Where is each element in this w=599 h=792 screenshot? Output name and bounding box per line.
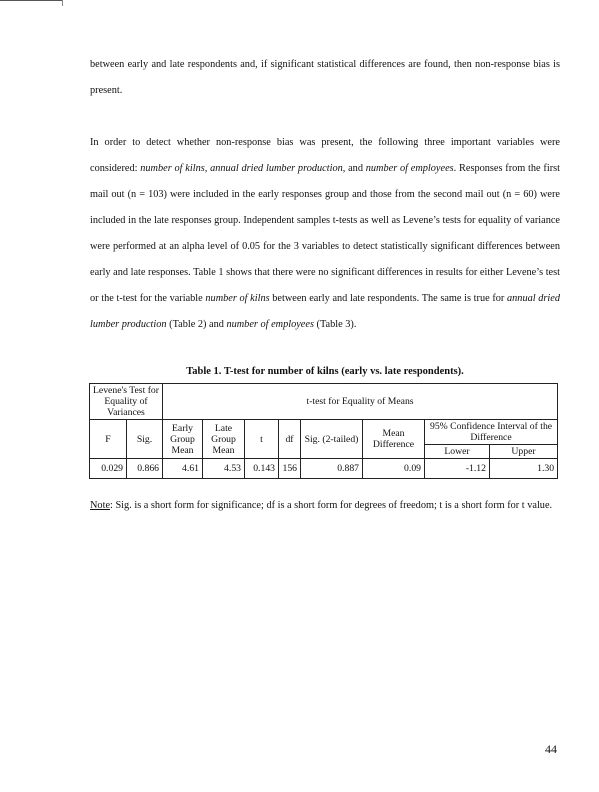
col-header-upper: Upper xyxy=(490,445,558,459)
col-header-sig: Sig. xyxy=(127,420,163,459)
col-header-lower: Lower xyxy=(425,445,490,459)
ttest-header: t-test for Equality of Means xyxy=(163,384,558,420)
variable-number-of-kilns-ref: number of kilns xyxy=(205,293,270,304)
corner-rule xyxy=(0,0,62,1)
note-text: : Sig. is a short form for significance; df is a short form for degrees of freedom; t is a short form for t value. xyxy=(110,500,553,511)
paragraph-method-s3: between early and late respondents. The same is true for xyxy=(269,293,507,304)
cell-upper: 1.30 xyxy=(490,459,558,479)
variable-annual-dried-lumber-ref: annual dried lumber production xyxy=(90,293,560,330)
variable-number-of-kilns: number of kilns xyxy=(140,163,205,174)
col-header-f: F xyxy=(90,420,127,459)
cell-df: 156 xyxy=(279,459,301,479)
and-separator: , and xyxy=(342,163,366,174)
variable-annual-dried-lumber: annual dried lumber production xyxy=(210,163,343,174)
paragraph-method-s4: (Table 2) and xyxy=(166,319,227,330)
cell-sig: 0.866 xyxy=(127,459,163,479)
cell-lower: -1.12 xyxy=(425,459,490,479)
cell-mean-diff: 0.09 xyxy=(363,459,425,479)
col-header-sig-2tailed: Sig. (2-tailed) xyxy=(301,420,363,459)
variable-number-of-employees-ref: number of employees xyxy=(226,319,314,330)
paragraph-intro: between early and late respondents and, if significant statistical differences are found, then non-response bias is present. xyxy=(90,59,560,96)
variable-number-of-employees: number of employees xyxy=(365,163,454,174)
table-header-row-2 xyxy=(90,420,558,445)
col-header-early-mean: Early Group Mean xyxy=(163,420,203,459)
paragraph-method-s5: (Table 3). xyxy=(313,319,357,330)
col-header-late-mean: Late Group Mean xyxy=(203,420,245,459)
table-row xyxy=(90,459,558,479)
levene-header: Levene's Test for Equality of Variances xyxy=(90,384,163,420)
ci-header: 95% Confidence Interval of the Difference xyxy=(425,420,558,445)
cell-f: 0.029 xyxy=(90,459,127,479)
cell-late-mean: 4.53 xyxy=(203,459,245,479)
cell-sig-2tailed: 0.887 xyxy=(301,459,363,479)
col-header-df: df xyxy=(279,420,301,459)
page-body xyxy=(90,52,560,519)
cell-t: 0.143 xyxy=(245,459,279,479)
page-number: 44 xyxy=(545,742,557,756)
col-header-t: t xyxy=(245,420,279,459)
ttest-table xyxy=(89,383,558,479)
paragraph-method-s1: In order to detect whether non-response bias was present, the following three important variables were considered: xyxy=(90,137,560,174)
paragraph-method xyxy=(90,130,560,338)
table-note xyxy=(90,493,560,519)
col-header-mean-diff: Mean Difference xyxy=(363,420,425,459)
table-caption: Table 1. T-test for number of kilns (early vs. late respondents). xyxy=(186,366,464,377)
note-label: Note xyxy=(90,500,111,511)
paragraph-method-s2: . Responses from the first mail out (n = 103) were included in the early responses group and those from the second mail out (n = 60) were included in the late responses group. Independent samples t-tests as well as Levene’s tests for equality of variance were performed at an alpha level of 0.05 for the 3 variables to detect statistically significant differences between early and late responses. Table 1 shows that there were no significant differences in results for either Levene’s test or the t-test for the variable xyxy=(90,163,560,304)
comma-separator: , xyxy=(204,163,211,174)
cell-early-mean: 4.61 xyxy=(163,459,203,479)
corner-tick xyxy=(62,0,63,6)
table-header-row-1 xyxy=(90,384,558,420)
